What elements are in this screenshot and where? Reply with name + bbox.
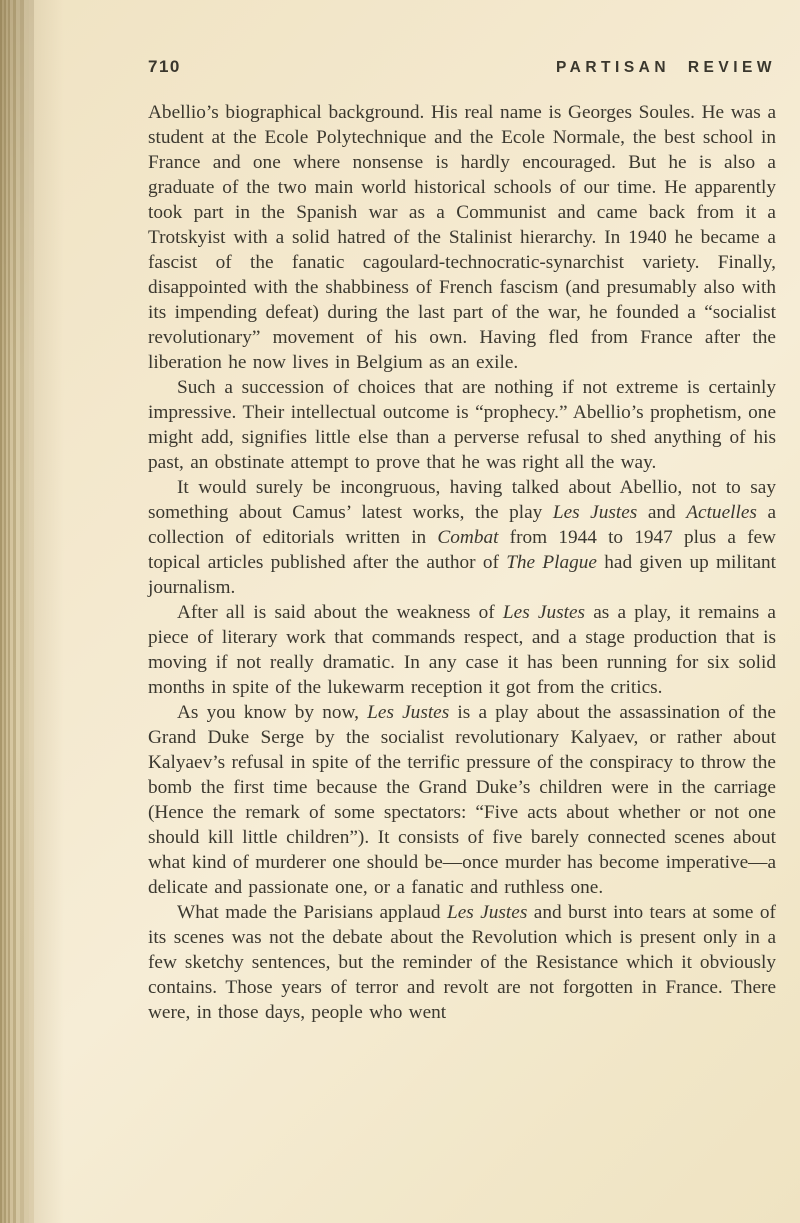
text-run: from 1944 to 1947 plus a few topical articles published after the author of xyxy=(148,527,776,573)
paragraph xyxy=(148,375,776,475)
paragraph xyxy=(148,900,776,1025)
text-run: It would surely be incongruous, having talked about Abellio, not to say something about Camus’ latest works, the play xyxy=(148,477,776,523)
text-run: a collection of editorials written in xyxy=(148,502,776,548)
italic-title: Actuelles xyxy=(686,502,757,523)
text-run: had given up militant journalism. xyxy=(148,552,777,598)
text-run: After all is said about the weakness of xyxy=(177,602,503,623)
paragraph xyxy=(148,100,776,375)
text-run: Abellio’s biographical background. His real name is Georges Soules. He was a student at the Ecole Polytechnique and the Ecole Normale, the best school in France and one where nonsense is hardly encouraged. But he is also a graduate of the two main world historical schools of our time. He apparently took part in the Spanish war as a Communist and came back from it a Trotskyist with a solid hatred of the Stalinist hierarchy. In 1940 he became a fascist of the fanatic cagoulard-technocratic-synarchist variety. Finally, disappointed with the shabbiness of French fascism (and presumably also with its impending defeat) during the last part of the war, he founded a “socialist revolutionary” movement of his own. Having fled from France after the liberation he now lives in Belgium as an exile. xyxy=(148,102,776,373)
journal-title: PARTISAN REVIEW xyxy=(555,59,776,76)
italic-title: Les Justes xyxy=(446,902,528,923)
text-run: and burst into tears at some of its scenes was not the debate about the Revolution which is present only in a few sketchy sentences, but the reminder of the Resistance which it obviously contains. Those years of terror and revolt are not forgotten in France. There were, in those days, people who went xyxy=(148,902,776,1023)
text-run: As you know by now, xyxy=(177,702,368,723)
paragraph xyxy=(148,700,776,900)
paragraph xyxy=(148,600,776,700)
italic-title: Les Justes xyxy=(367,702,450,723)
text-run: and xyxy=(637,502,687,523)
page-number: 710 xyxy=(148,57,181,76)
page-content xyxy=(148,57,776,1025)
article-text xyxy=(148,100,776,1025)
text-run: is a play about the assassination of the Grand Duke Serge by the socialist revolutionary Kalyaev, or rather about Kalyaev’s refusal in spite of the terrific pressure of the conspiracy to throw the bomb the first time because the Grand Duke’s children were in the carriage (Hence the remark of some spectators: “Five acts about whether or not one should kill little children”). It consists of five barely connected scenes about what kind of murderer one should be—once murder has become imperative—a delicate and passionate one, or a fanatic and ruthless one. xyxy=(148,702,776,898)
text-run: Such a succession of choices that are nothing if not extreme is certainly impressive. Their intellectual outcome is “prophecy.” Abellio’s prophetism, one might add, signifies little else than a perverse refusal to shed anything of his past, an obstinate attempt to prove that he was right all the way. xyxy=(148,377,776,473)
italic-title: Combat xyxy=(437,527,499,548)
spine-shadow xyxy=(24,0,64,1223)
paragraph xyxy=(148,475,776,600)
running-header xyxy=(148,57,776,77)
text-run: as a play, it remains a piece of literary work that commands respect, and a stage production that is moving if not really dramatic. In any case it has been running for six solid months in spite of the lukewarm reception it got from the critics. xyxy=(148,602,776,698)
text-run: What made the Parisians applaud xyxy=(177,902,447,923)
italic-title: The Plague xyxy=(506,552,597,573)
italic-title: Les Justes xyxy=(502,602,586,623)
italic-title: Les Justes xyxy=(552,502,638,523)
